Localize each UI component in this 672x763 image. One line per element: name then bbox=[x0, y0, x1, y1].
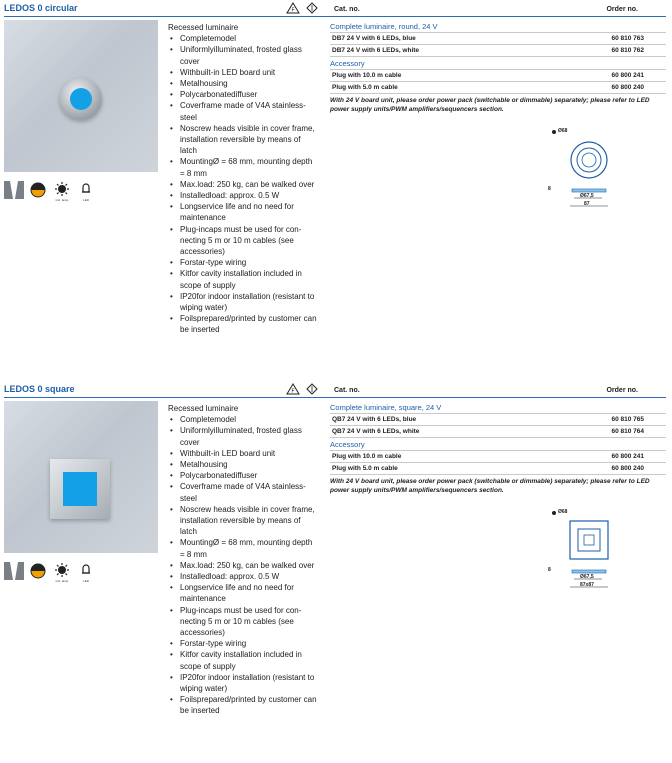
feature-item: • Noscrew heads visible in cover frame, installation reversible by means of latch bbox=[180, 504, 318, 538]
table-row bbox=[330, 81, 666, 94]
feature-item: • IP20for indoor installation (resistant to wiping water) bbox=[180, 672, 318, 694]
protection-diamond-icon bbox=[306, 2, 318, 14]
feature-item: • Noscrew heads visible in cover frame, installation reversible by means of latch bbox=[180, 123, 318, 157]
feature-item: • Foilsprepared/printed by customer can be inserted bbox=[180, 694, 318, 716]
table-row bbox=[330, 32, 666, 44]
feature-item: • Metalhousing bbox=[180, 78, 318, 89]
feature-item: • Uniformlyilluminated, frosted glass cover bbox=[180, 44, 318, 66]
incl-lamp-label: incl. lamp bbox=[55, 198, 69, 202]
cat-no: QB7 24 V with 6 LEDs, blue bbox=[332, 416, 417, 423]
table-row bbox=[330, 462, 666, 475]
product-photo bbox=[4, 401, 158, 553]
description-lead: Recessed luminaire bbox=[168, 23, 239, 32]
class-triangle-icon bbox=[286, 383, 300, 395]
product-photo bbox=[4, 20, 158, 172]
ordering-note: With 24 V board unit, please order power pack (switchable or dimmable) separately; please refer to LED power supply units/PWM amplifiers/sequencers section. bbox=[330, 97, 650, 113]
feature-item: • MountingØ = 68 mm, mounting depth = 8 mm bbox=[180, 156, 318, 178]
feature-item: • Forstar-type wiring bbox=[180, 638, 318, 649]
led-label: LED bbox=[83, 198, 89, 202]
svg-text:F: F bbox=[291, 7, 295, 14]
cat-no: Plug with 10.0 m cable bbox=[332, 72, 402, 79]
order-no: 60 810 762 bbox=[611, 47, 644, 54]
feature-item: • Coverframe made of V4A stainless-steel bbox=[180, 481, 318, 503]
outer-dimension-label: 87x87 bbox=[580, 582, 594, 588]
feature-item: • Kitfor cavity installation included in scope of supply bbox=[180, 268, 318, 290]
dimmable-icon bbox=[28, 562, 48, 580]
mounting-diameter-label: Ø68 bbox=[558, 128, 568, 134]
product-title: LEDOS 0 circular bbox=[4, 3, 78, 13]
svg-text:F: F bbox=[291, 388, 295, 395]
table-row bbox=[330, 413, 666, 425]
feature-item: • IP20for indoor installation (resistant to wiping water) bbox=[180, 291, 318, 313]
group-title-luminaire: Complete luminaire, square, 24 V bbox=[330, 403, 442, 412]
feature-item: • Coverframe made of V4A stainless-steel bbox=[180, 100, 318, 122]
order-no: 60 810 764 bbox=[611, 428, 644, 435]
certification-icons bbox=[286, 383, 318, 395]
order-no: 60 800 241 bbox=[611, 453, 644, 460]
section-title-bar bbox=[4, 383, 666, 398]
feature-item: • Metalhousing bbox=[180, 459, 318, 470]
led-icon bbox=[76, 562, 96, 583]
group-title-accessory: Accessory bbox=[330, 59, 365, 68]
led-icon bbox=[76, 181, 96, 202]
incl-lamp-icon bbox=[52, 181, 72, 202]
feature-item: • Polycarbonatediffuser bbox=[180, 470, 318, 481]
round-luminaire-image bbox=[60, 78, 102, 120]
feature-item: • Foilsprepared/printed by customer can be inserted bbox=[180, 313, 318, 335]
table-row bbox=[330, 44, 666, 57]
table-row bbox=[330, 69, 666, 81]
feature-item: • Kitfor cavity installation included in scope of supply bbox=[180, 649, 318, 671]
beam-angle-icon bbox=[4, 562, 24, 580]
feature-item: • Longservice life and no need for maintenance bbox=[180, 201, 318, 223]
incl-lamp-label: incl. lamp bbox=[55, 579, 69, 583]
cat-no-header: Cat. no. bbox=[334, 387, 360, 394]
cat-no: Plug with 5.0 m cable bbox=[332, 465, 398, 472]
incl-lamp-icon bbox=[52, 562, 72, 583]
dimension-drawing bbox=[546, 505, 626, 595]
order-no: 60 800 240 bbox=[611, 84, 644, 91]
blue-led-lens bbox=[63, 472, 97, 506]
feature-item: • Longservice life and no need for maintenance bbox=[180, 582, 318, 604]
feature-item: • Forstar-type wiring bbox=[180, 257, 318, 268]
feature-item: • Plug-incaps must be used for con-necting 5 m or 10 m cables (see accessories) bbox=[180, 224, 318, 258]
cat-no: Plug with 5.0 m cable bbox=[332, 84, 398, 91]
group-title-luminaire: Complete luminaire, round, 24 V bbox=[330, 22, 438, 31]
depth-label: 8 bbox=[548, 567, 551, 573]
led-label: LED bbox=[83, 579, 89, 583]
table-row bbox=[330, 425, 666, 438]
cat-no: DB7 24 V with 6 LEDs, blue bbox=[332, 35, 416, 42]
beam-angle-icon bbox=[4, 181, 24, 199]
product-section-square bbox=[0, 381, 672, 763]
feature-item: • Plug-incaps must be used for con-necting 5 m or 10 m cables (see accessories) bbox=[180, 605, 318, 639]
feature-icons bbox=[4, 562, 96, 583]
order-no: 60 800 240 bbox=[611, 465, 644, 472]
mounting-diameter-label: Ø68 bbox=[558, 509, 568, 515]
feature-item: • Withbuilt-in LED board unit bbox=[180, 448, 318, 459]
feature-item: • Installedload: approx. 0.5 W bbox=[180, 190, 318, 201]
table-row bbox=[330, 450, 666, 462]
feature-list bbox=[168, 33, 318, 335]
class-triangle-icon bbox=[286, 2, 300, 14]
order-no: 60 800 241 bbox=[611, 72, 644, 79]
certification-icons bbox=[286, 2, 318, 14]
feature-item: • Completemodel bbox=[180, 33, 318, 44]
protection-diamond-icon bbox=[306, 383, 318, 395]
inner-dimension-label: Ø67,5 bbox=[580, 574, 594, 580]
feature-item: • Uniformlyilluminated, frosted glass cover bbox=[180, 425, 318, 447]
feature-icons bbox=[4, 181, 96, 202]
dimmable-icon bbox=[28, 181, 48, 199]
product-table bbox=[330, 401, 666, 475]
outer-dimension-label: 87 bbox=[584, 201, 590, 207]
feature-item: • Installedload: approx. 0.5 W bbox=[180, 571, 318, 582]
feature-item: • Withbuilt-in LED board unit bbox=[180, 67, 318, 78]
section-title-bar bbox=[4, 2, 666, 17]
group-title-accessory: Accessory bbox=[330, 440, 365, 449]
product-description bbox=[168, 403, 318, 717]
order-no: 60 810 765 bbox=[611, 416, 644, 423]
feature-list bbox=[168, 414, 318, 716]
product-title: LEDOS 0 square bbox=[4, 384, 75, 394]
order-no: 60 810 763 bbox=[611, 35, 644, 42]
cat-no: Plug with 10.0 m cable bbox=[332, 453, 402, 460]
product-table bbox=[330, 20, 666, 94]
cat-no: QB7 24 V with 6 LEDs, white bbox=[332, 428, 420, 435]
feature-item: • Max.load: 250 kg, can be walked over bbox=[180, 560, 318, 571]
description-lead: Recessed luminaire bbox=[168, 404, 239, 413]
ordering-note: With 24 V board unit, please order power pack (switchable or dimmable) separately; please refer to LED power supply units/PWM amplifiers/sequencers section. bbox=[330, 478, 650, 494]
feature-item: • MountingØ = 68 mm, mounting depth = 8 mm bbox=[180, 537, 318, 559]
inner-dimension-label: Ø67,5 bbox=[580, 193, 594, 199]
dimension-drawing bbox=[546, 124, 626, 214]
order-no-header: Order no. bbox=[606, 6, 638, 13]
blue-led-lens bbox=[70, 88, 92, 110]
square-luminaire-image bbox=[50, 459, 110, 519]
cat-no: DB7 24 V with 6 LEDs, white bbox=[332, 47, 420, 54]
feature-item: • Max.load: 250 kg, can be walked over bbox=[180, 179, 318, 190]
order-no-header: Order no. bbox=[606, 387, 638, 394]
feature-item: • Completemodel bbox=[180, 414, 318, 425]
product-description bbox=[168, 22, 318, 336]
cat-no-header: Cat. no. bbox=[334, 6, 360, 13]
feature-item: • Polycarbonatediffuser bbox=[180, 89, 318, 100]
depth-label: 8 bbox=[548, 186, 551, 192]
